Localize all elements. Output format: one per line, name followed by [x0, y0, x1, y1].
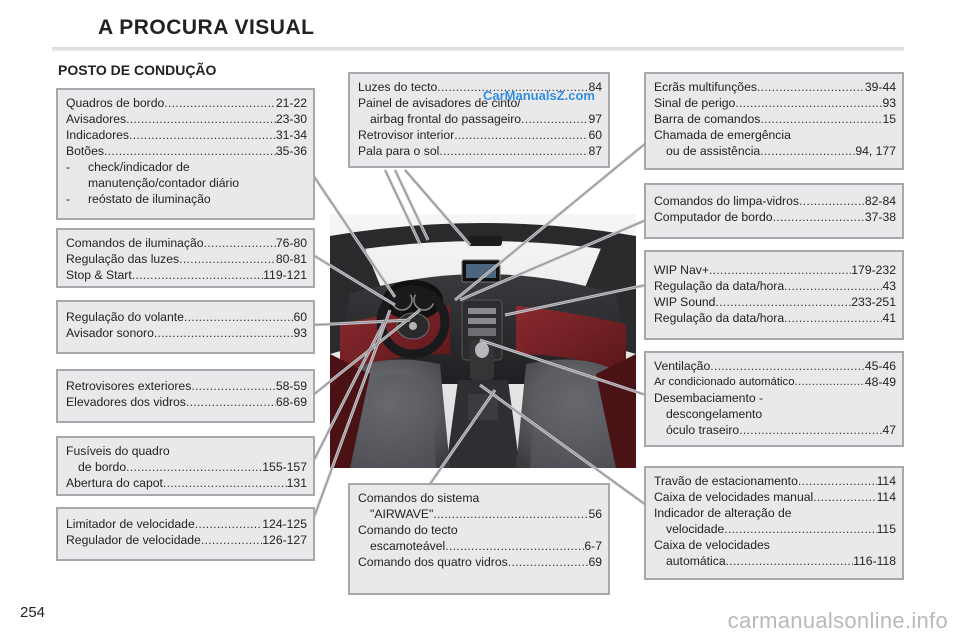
- index-heading: Chamada de emergência: [654, 128, 791, 142]
- index-row: Regulador de velocidade ..... 126-127: [66, 532, 307, 548]
- index-heading: Painel de avisadores de cinto/: [358, 96, 521, 110]
- index-row: Comando dos quatro vidros ..... 69: [358, 554, 602, 570]
- index-heading: Caixa de velocidades: [654, 538, 770, 552]
- index-row: Abertura do capot ..... 131: [66, 475, 307, 491]
- index-row: Stop & Start ..... 119-121: [66, 267, 307, 283]
- section-title: POSTO DE CONDUÇÃO: [58, 62, 217, 78]
- index-row: airbag frontal do passageiro ..... 97: [358, 111, 602, 127]
- index-row: Travão de estacionamento ..... 114: [654, 473, 896, 489]
- index-row: Avisador sonoro ..... 93: [66, 325, 307, 341]
- index-row: Quadros de bordo ..... 21-22: [66, 95, 307, 111]
- index-row: Luzes do tecto ..... 84: [358, 79, 602, 95]
- page-title: A PROCURA VISUAL: [98, 16, 315, 39]
- screens-box: [644, 72, 904, 170]
- index-row: Barra de comandos ..... 15: [654, 111, 896, 127]
- nav-box: [644, 250, 904, 340]
- ventilation-box: [644, 351, 904, 447]
- index-row: Avisadores ..... 23-30: [66, 111, 307, 127]
- instruments-box: [56, 88, 315, 220]
- watermark-site: carmanualsonline.info: [727, 608, 948, 633]
- index-row: Pala para o sol ..... 87: [358, 143, 602, 159]
- index-heading: descongelamento: [666, 407, 763, 421]
- index-row: Regulação do volante ..... 60: [66, 309, 307, 325]
- wipers-box: [644, 183, 904, 239]
- watermark-link[interactable]: CarManualsZ.com: [483, 88, 595, 103]
- index-row: Retrovisor interior ..... 60: [358, 127, 602, 143]
- index-heading: Desembaciamento -: [654, 391, 764, 405]
- mirrors-box: [56, 369, 315, 423]
- index-row: Ventilação ..... 45-46: [654, 358, 896, 374]
- bullet-item: - check/indicador de: [66, 160, 190, 174]
- bullet-continuation: manutenção/contador diário: [88, 176, 240, 190]
- index-row: Caixa de velocidades manual ..... 114: [654, 489, 896, 505]
- index-row: Regulação da data/hora ..... 41: [654, 310, 896, 326]
- index-row: Ecrãs multifunções ..... 39-44: [654, 79, 896, 95]
- index-row: óculo traseiro ..... 47: [654, 422, 896, 438]
- index-heading: Comando do tecto: [358, 523, 458, 537]
- index-row: Comandos do limpa-vidros ..... 82-84: [654, 193, 896, 209]
- steering-box: [56, 300, 315, 354]
- index-row: Regulação das luzes ..... 80-81: [66, 251, 307, 267]
- index-heading: Fusíveis do quadro: [66, 444, 170, 458]
- roof-box: [348, 72, 610, 168]
- index-row: de bordo ..... 155-157: [66, 459, 307, 475]
- index-row: Ar condicionado automático ..... 48-49: [654, 374, 896, 390]
- index-row: Computador de bordo ..... 37-38: [654, 209, 896, 225]
- airwave-box: [348, 483, 610, 595]
- index-row: WIP Sound ..... 233-251: [654, 294, 896, 310]
- gearbox-box: [644, 466, 904, 580]
- index-row: Indicadores ..... 31-34: [66, 127, 307, 143]
- index-row: Retrovisores exteriores ..... 58-59: [66, 378, 307, 394]
- index-row: Sinal de perigo ..... 93: [654, 95, 896, 111]
- bullet-item: - reóstato de iluminação: [66, 192, 211, 206]
- index-row: ou de assistência ..... 94, 177: [654, 143, 896, 159]
- index-row: Comandos de iluminação ..... 76-80: [66, 235, 307, 251]
- index-row: automática ..... 116-118: [654, 553, 896, 569]
- index-row: Limitador de velocidade ..... 124-125: [66, 516, 307, 532]
- index-heading: Comandos do sistema: [358, 491, 480, 505]
- index-row: velocidade ..... 115: [654, 521, 896, 537]
- speed-box: [56, 507, 315, 561]
- index-row: WIP Nav+ ..... 179-232: [654, 262, 896, 278]
- index-row: Regulação da data/hora ..... 43: [654, 278, 896, 294]
- fuses-box: [56, 436, 315, 496]
- lighting-box: [56, 228, 315, 288]
- index-row: Botões ..... 35-36: [66, 143, 307, 159]
- index-row: escamoteável ..... 6-7: [358, 538, 602, 554]
- index-heading: Indicador de alteração de: [654, 506, 792, 520]
- page-number: 254: [20, 604, 46, 621]
- index-row: Elevadores dos vidros ..... 68-69: [66, 394, 307, 410]
- index-row: "AIRWAVE" ..... 56: [358, 506, 602, 522]
